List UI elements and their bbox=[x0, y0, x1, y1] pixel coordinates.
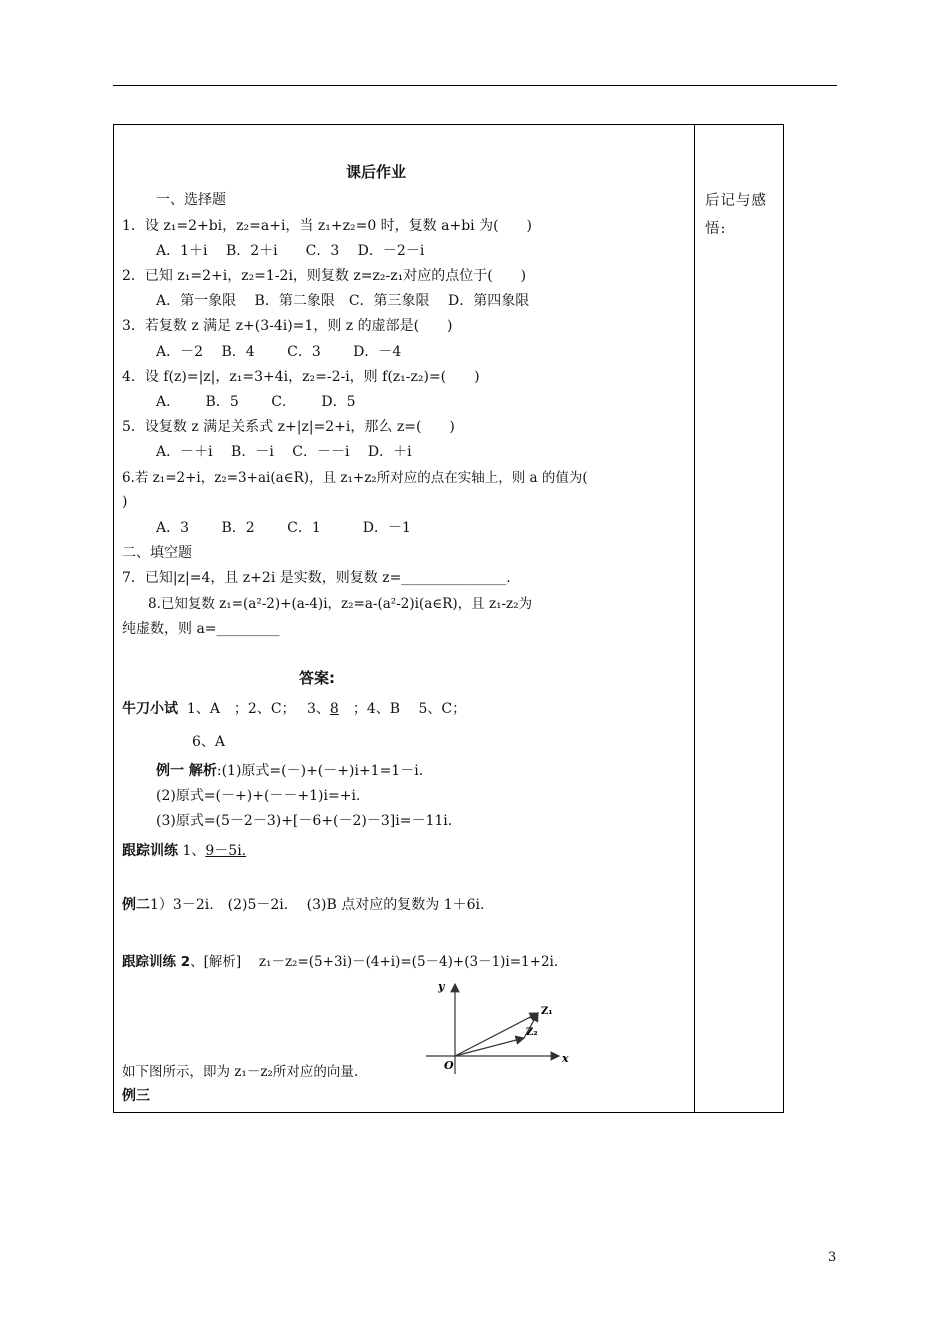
question-8: 8.已知复数 z₁=(a²-2)+(a-4)i，z₂=a-(a²-2)i(a∈R)，且 z₁-z₂为 bbox=[148, 596, 533, 612]
example-1-line3: (3)原式=(5－2－3)+[－6+(－2)－3]i=－11i. bbox=[156, 813, 453, 829]
question-3-options: A．－2 B．4 C．3 D．－4 bbox=[156, 344, 402, 360]
vector-figure bbox=[424, 980, 574, 1080]
question-4: 4．设 f(z)=|z|，z₁=3+4i，z₂=-2-i，则 f(z₁-z₂)=( ) bbox=[122, 369, 480, 385]
question-3: 3．若复数 z 满足 z+(3-4i)=1，则 z 的虚部是( ) bbox=[122, 318, 453, 334]
question-4-options: A． B．5 C． D．5 bbox=[156, 394, 356, 410]
label-z2: Z₂ bbox=[526, 1027, 538, 1038]
question-1: 1．设 z₁=2+bi，z₂=a+i，当 z₁+z₂=0 时，复数 a+bi 为( ) bbox=[122, 218, 533, 234]
track-1-text: 1、 bbox=[182, 843, 206, 859]
answers-title: 答案: bbox=[299, 669, 335, 687]
worksheet-table bbox=[113, 124, 784, 1113]
side-note: 后记与感悟: bbox=[705, 193, 767, 237]
part2-heading: 二、填空题 bbox=[122, 545, 192, 561]
column-divider bbox=[694, 125, 695, 1112]
answer-niudao-text-a: 1、A ；2、C； 3、 bbox=[186, 701, 330, 717]
answer-niudao-underlined: 8 bbox=[329, 701, 339, 717]
track-2-label: 跟踪训练 2 bbox=[122, 954, 191, 970]
track-1-label: 跟踪训练 bbox=[122, 843, 178, 859]
answer-niudao-label: 牛刀小试 bbox=[122, 701, 178, 717]
question-8-cont: 纯虚数，则 a=_________ bbox=[122, 621, 280, 637]
question-5-options: A．－＋i B．－i C．－－i D．＋i bbox=[156, 444, 412, 460]
question-6-options: A．3 B．2 C．1 D．－1 bbox=[156, 520, 411, 536]
label-x: x bbox=[562, 1052, 569, 1065]
label-origin: O bbox=[444, 1059, 454, 1072]
answer-niudao bbox=[122, 700, 466, 718]
example-2-label: 例二 bbox=[122, 897, 150, 913]
label-y: y bbox=[438, 980, 445, 993]
page-number: 3 bbox=[828, 1250, 837, 1265]
question-5: 5．设复数 z 满足关系式 z+|z|=2+i，那么 z=( ) bbox=[122, 419, 455, 435]
example-2 bbox=[122, 896, 484, 914]
question-2: 2．已知 z₁=2+i，z₂=1-2i，则复数 z=z₂-z₁对应的点位于( ) bbox=[122, 268, 527, 284]
figure-caption: 如下图所示，即为 z₁－z₂所对应的向量. bbox=[122, 1064, 359, 1080]
track-2-text: 、[解析] z₁－z₂=(5+3i)－(4+i)=(5－4)+(3－1)i=1+2i. bbox=[190, 954, 559, 970]
track-1-answer: 9－5i. bbox=[205, 843, 247, 859]
answer-niudao-line2: 6、A bbox=[192, 734, 226, 750]
example-1-line2: (2)原式=(－+)+(－－+1)i=+i. bbox=[156, 788, 361, 804]
part1-heading: 一、选择题 bbox=[156, 192, 226, 208]
section-title: 课后作业 bbox=[346, 163, 407, 181]
question-6-cont: ) bbox=[122, 494, 128, 510]
track-1 bbox=[122, 842, 246, 860]
question-2-options: A．第一象限 B．第二象限 C．第三象限 D．第四象限 bbox=[156, 293, 530, 309]
question-1-options: A．1＋i B．2＋i C．3 D．－2－i bbox=[156, 243, 425, 259]
question-7: 7．已知|z|=4，且 z+2i 是实数，则复数 z=_______________. bbox=[122, 570, 511, 586]
answer-niudao-text-b: ；4、B 5、C； bbox=[338, 701, 467, 717]
track-2 bbox=[122, 953, 558, 971]
example-2-text: 1）3－2i. (2)5－2i. (3)B 点对应的复数为 1＋6i. bbox=[150, 897, 485, 913]
example-1-line1 bbox=[156, 762, 423, 780]
example-1-text: :(1)原式=(－)+(－+)i+1=1－i. bbox=[216, 763, 424, 779]
example-3-label: 例三 bbox=[122, 1088, 150, 1104]
label-z1: Z₁ bbox=[541, 1006, 553, 1017]
vector-oz2 bbox=[455, 1038, 524, 1056]
example-1-label: 例一 解析 bbox=[156, 763, 217, 779]
header-rule bbox=[113, 85, 837, 86]
question-6: 6.若 z₁=2+i，z₂=3+ai(a∈R)，且 z₁+z₂所对应的点在实轴上，则 a 的值为( bbox=[122, 470, 588, 486]
